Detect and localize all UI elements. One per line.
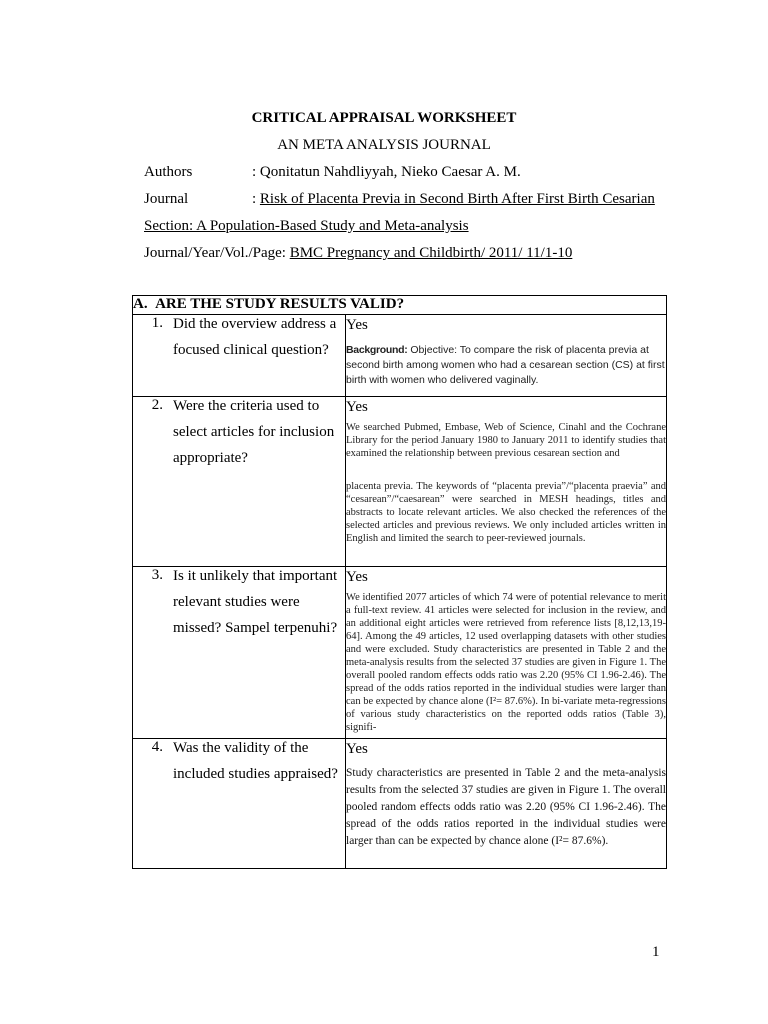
authors-value: : Qonitatun Nahdliyyah, Nieko Caesar A. M.: [252, 164, 521, 180]
worksheet-subtitle: AN META ANALYSIS JOURNAL: [277, 137, 491, 153]
question-text: Was the validity of the included studies appraised?: [173, 740, 338, 782]
article-excerpt: We searched Pubmed, Embase, Web of Science, Cinahl and the Cochrane Library for the period January 1980 to January 2011 to identify studies that examined the relationship between previous cesarean section and: [346, 422, 666, 459]
answer-text: Yes: [346, 741, 368, 757]
excerpt-gap: [346, 460, 666, 476]
article-excerpt: [346, 343, 666, 388]
question-number: 1.: [151, 315, 163, 331]
answer-cell: [346, 315, 667, 397]
article-excerpt-continued: placenta previa. The keywords of “placenta previa”/“placenta praevia” and “cesarean”/“caesarean” were searched in MESH headings, titles and abstracts to locate relevant articles. We also checked the references of the selected articles and previous reviews. We only included articles written in English and limited the search to peer-reviewed journals.: [346, 481, 666, 544]
table-row: [133, 739, 667, 869]
answer-cell: [346, 567, 667, 739]
answer-text: Yes: [346, 317, 368, 333]
answer-cell: [346, 739, 667, 869]
journal-line: [144, 191, 655, 208]
question-text: Is it unlikely that important relevant studies were missed? Sampel terpenuhi?: [173, 568, 338, 636]
journal-year-vol-page-line: [144, 245, 572, 262]
question-text: Were the criteria used to select articles for inclusion appropriate?: [173, 398, 335, 466]
page-number: 1: [652, 944, 660, 960]
jyvp-value: BMC Pregnancy and Childbirth/ 2011/ 11/1-10: [289, 245, 573, 261]
article-excerpt: We identified 2077 articles of which 74 were of potential relevance to merit a full-text review. 41 articles were selected for inclusion in the review, and an additional eight articles were retrieved from reference lists [8,12,13,19-64]. Among the 49 articles, 12 used overlapping datasets with other studies and were excluded. Study characteristics are presented in Table 2 and the meta-analysis results from the selected 37 studies are given in Figure 1. The overall pooled random effects odds ratio was 2.20 (95% CI 1.96-2.46). The spread of the odds ratios reported in the individual studies were larger than can be expected by chance alone (I²= 87.6%). In bi-variate meta-regressions of various study characteristics on the reported odds ratios (Table 3), signifi-: [346, 592, 666, 733]
excerpt-text: Objective: To compare the risk of placenta previa at second birth among women who had a cesarean section (CS) at first birth with women who delivered vaginally.: [346, 344, 665, 386]
question-cell: [133, 739, 346, 869]
question-cell: [133, 315, 346, 397]
answer-text: Yes: [346, 569, 368, 585]
question-number: 4.: [151, 739, 163, 755]
article-excerpt: Study characteristics are presented in Table 2 and the meta-analysis results from the selected 37 studies are given in Figure 1. The overall pooled random effects odds ratio was 2.20 (95% CI 1.96-2.46). The spread of the odds ratios reported in the individual studies were larger than can be expected by chance alone (I²= 87.6%).: [346, 767, 666, 847]
journal-label: Journal: [144, 191, 189, 207]
answer-text: Yes: [346, 399, 368, 415]
section-header: A. ARE THE STUDY RESULTS VALID?: [133, 296, 667, 315]
section-line: [144, 218, 469, 235]
question-number: 3.: [151, 567, 163, 583]
excerpt-bold-label: Background:: [346, 344, 408, 356]
authors-line: [144, 164, 521, 181]
question-cell: [133, 397, 346, 567]
question-cell: [133, 567, 346, 739]
worksheet-title: CRITICAL APPRAISAL WORKSHEET: [251, 110, 517, 126]
journal-title: Risk of Placenta Previa in Second Birth After First Birth Cesarian: [259, 191, 655, 207]
journal-prefix: :: [252, 191, 260, 207]
table-row: [133, 397, 667, 567]
table-row: [133, 567, 667, 739]
section-value: Section: A Population-Based Study and Meta-analysis: [144, 218, 469, 234]
jyvp-label: Journal/Year/Vol./Page:: [144, 245, 290, 261]
question-text: Did the overview address a focused clinical question?: [173, 316, 337, 358]
appraisal-table: [132, 295, 667, 869]
authors-label: Authors: [144, 164, 193, 180]
table-row: [133, 315, 667, 397]
answer-cell: [346, 397, 667, 567]
question-number: 2.: [151, 397, 163, 413]
